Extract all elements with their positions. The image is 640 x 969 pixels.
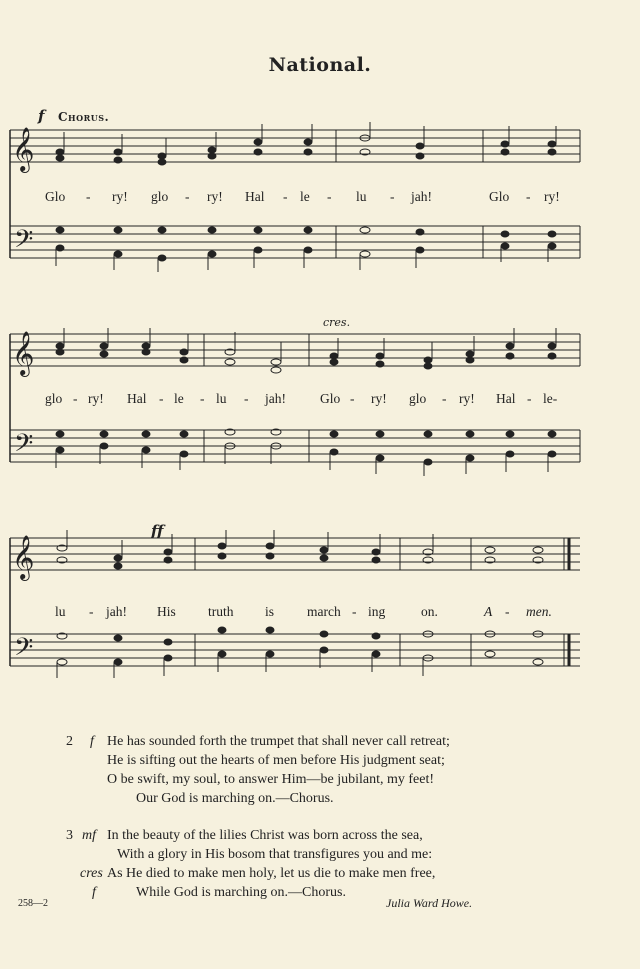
lyric-1-5: - [185,189,190,204]
lyric-3-11: A [484,604,493,619]
lyric-3-1: lu [55,604,66,619]
verse-2-line-3: O be swift, my soul, to answer Him—be jubilant, my feet! [107,772,434,787]
lyric-2-8: lu [216,391,227,406]
lyric-2-16: ry! [459,391,475,406]
lyric-3-9: ing [368,604,386,619]
lyric-1-11: lu [356,189,367,204]
verse-2-number: 2 [66,734,73,749]
verse-3-line-2: With a glory in His bosom that transfigures you and me: [117,847,433,862]
lyric-2-11: Glo [320,391,341,406]
verse-3-line-4-dynamic: f [92,885,96,900]
lyric-2-18: - [527,391,532,406]
lyric-1-7: Hal [245,189,265,204]
lyric-1-13: jah! [411,189,432,204]
lyric-1-1: Glo [45,189,66,204]
lyric-2-10: jah! [265,391,286,406]
lyric-1-10: - [327,189,332,204]
lyric-2-2: - [73,391,78,406]
lyric-3-13: men. [526,604,552,619]
lyric-1-12: - [390,189,395,204]
lyric-3-4: His [157,604,176,619]
verse-3-number: 3 [66,828,73,843]
lyric-2-6: le [174,391,184,406]
author-credit: Julia Ward Howe. [386,896,473,910]
verse-2-line-4: Our God is marching on.—Chorus. [136,791,334,806]
lyric-1-4: glo [151,189,169,204]
lyric-1-3: ry! [112,189,128,204]
verse-3-line-1: In the beauty of the lilies Christ was born across the sea, [107,828,423,843]
lyric-1-9: le [300,189,310,204]
lyric-2-7: - [200,391,205,406]
verse-3-line-1-dynamic: mf [82,828,96,843]
svg-text:𝄞: 𝄞 [12,535,35,579]
lyric-3-7: march [307,604,341,619]
dynamic-cres: cres. [323,316,351,329]
svg-text:𝄞: 𝄞 [12,127,35,171]
lyric-3-12: - [505,604,510,619]
lyric-2-12: - [350,391,355,406]
hymn-title: National. [268,54,372,76]
verse-2-line-1: He has sounded forth the trumpet that shall never call retreat; [107,734,450,749]
verse-3-line-3: As He died to make men holy, let us die to make men free, [107,866,436,881]
lyric-3-2: - [89,604,94,619]
dynamic-fortissimo: ff [151,522,164,540]
dynamic-forte: f [38,107,45,125]
svg-text:𝄞: 𝄞 [12,331,35,375]
lyric-1-15: - [526,189,531,204]
lyric-2-17: Hal [496,391,516,406]
svg-text:𝄢: 𝄢 [14,633,34,668]
lyric-1-6: ry! [207,189,223,204]
lyric-2-4: Hal [127,391,147,406]
verse-3-line-4: While God is marching on.—Chorus. [136,885,346,900]
lyric-2-13: ry! [371,391,387,406]
lyric-1-8: - [283,189,288,204]
svg-text:𝄢: 𝄢 [14,429,34,464]
verse-3-line-3-dynamic: cres [80,866,103,881]
lyric-3-8: - [352,604,357,619]
verse-2-line-2: He is sifting out the hearts of men before His judgment seat; [107,753,445,768]
lyric-1-14: Glo [489,189,510,204]
lyric-2-9: - [244,391,249,406]
page-code: 258—2 [18,898,48,909]
lyric-1-16: ry! [544,189,560,204]
lyric-2-5: - [159,391,164,406]
lyric-3-5: truth [208,604,234,619]
lyric-2-15: - [442,391,447,406]
lyric-2-3: ry! [88,391,104,406]
lyric-2-14: glo [409,391,427,406]
lyric-3-6: is [265,604,275,619]
verse-2-line-1-dynamic: f [90,734,94,749]
lyric-1-2: - [86,189,91,204]
lyric-3-3: jah! [106,604,127,619]
svg-text:𝄢: 𝄢 [14,225,34,260]
lyric-2-19: le- [543,391,558,406]
lyric-2-1: glo [45,391,63,406]
chorus-label: Chorus. [58,110,110,124]
lyric-3-10: on. [421,604,438,619]
